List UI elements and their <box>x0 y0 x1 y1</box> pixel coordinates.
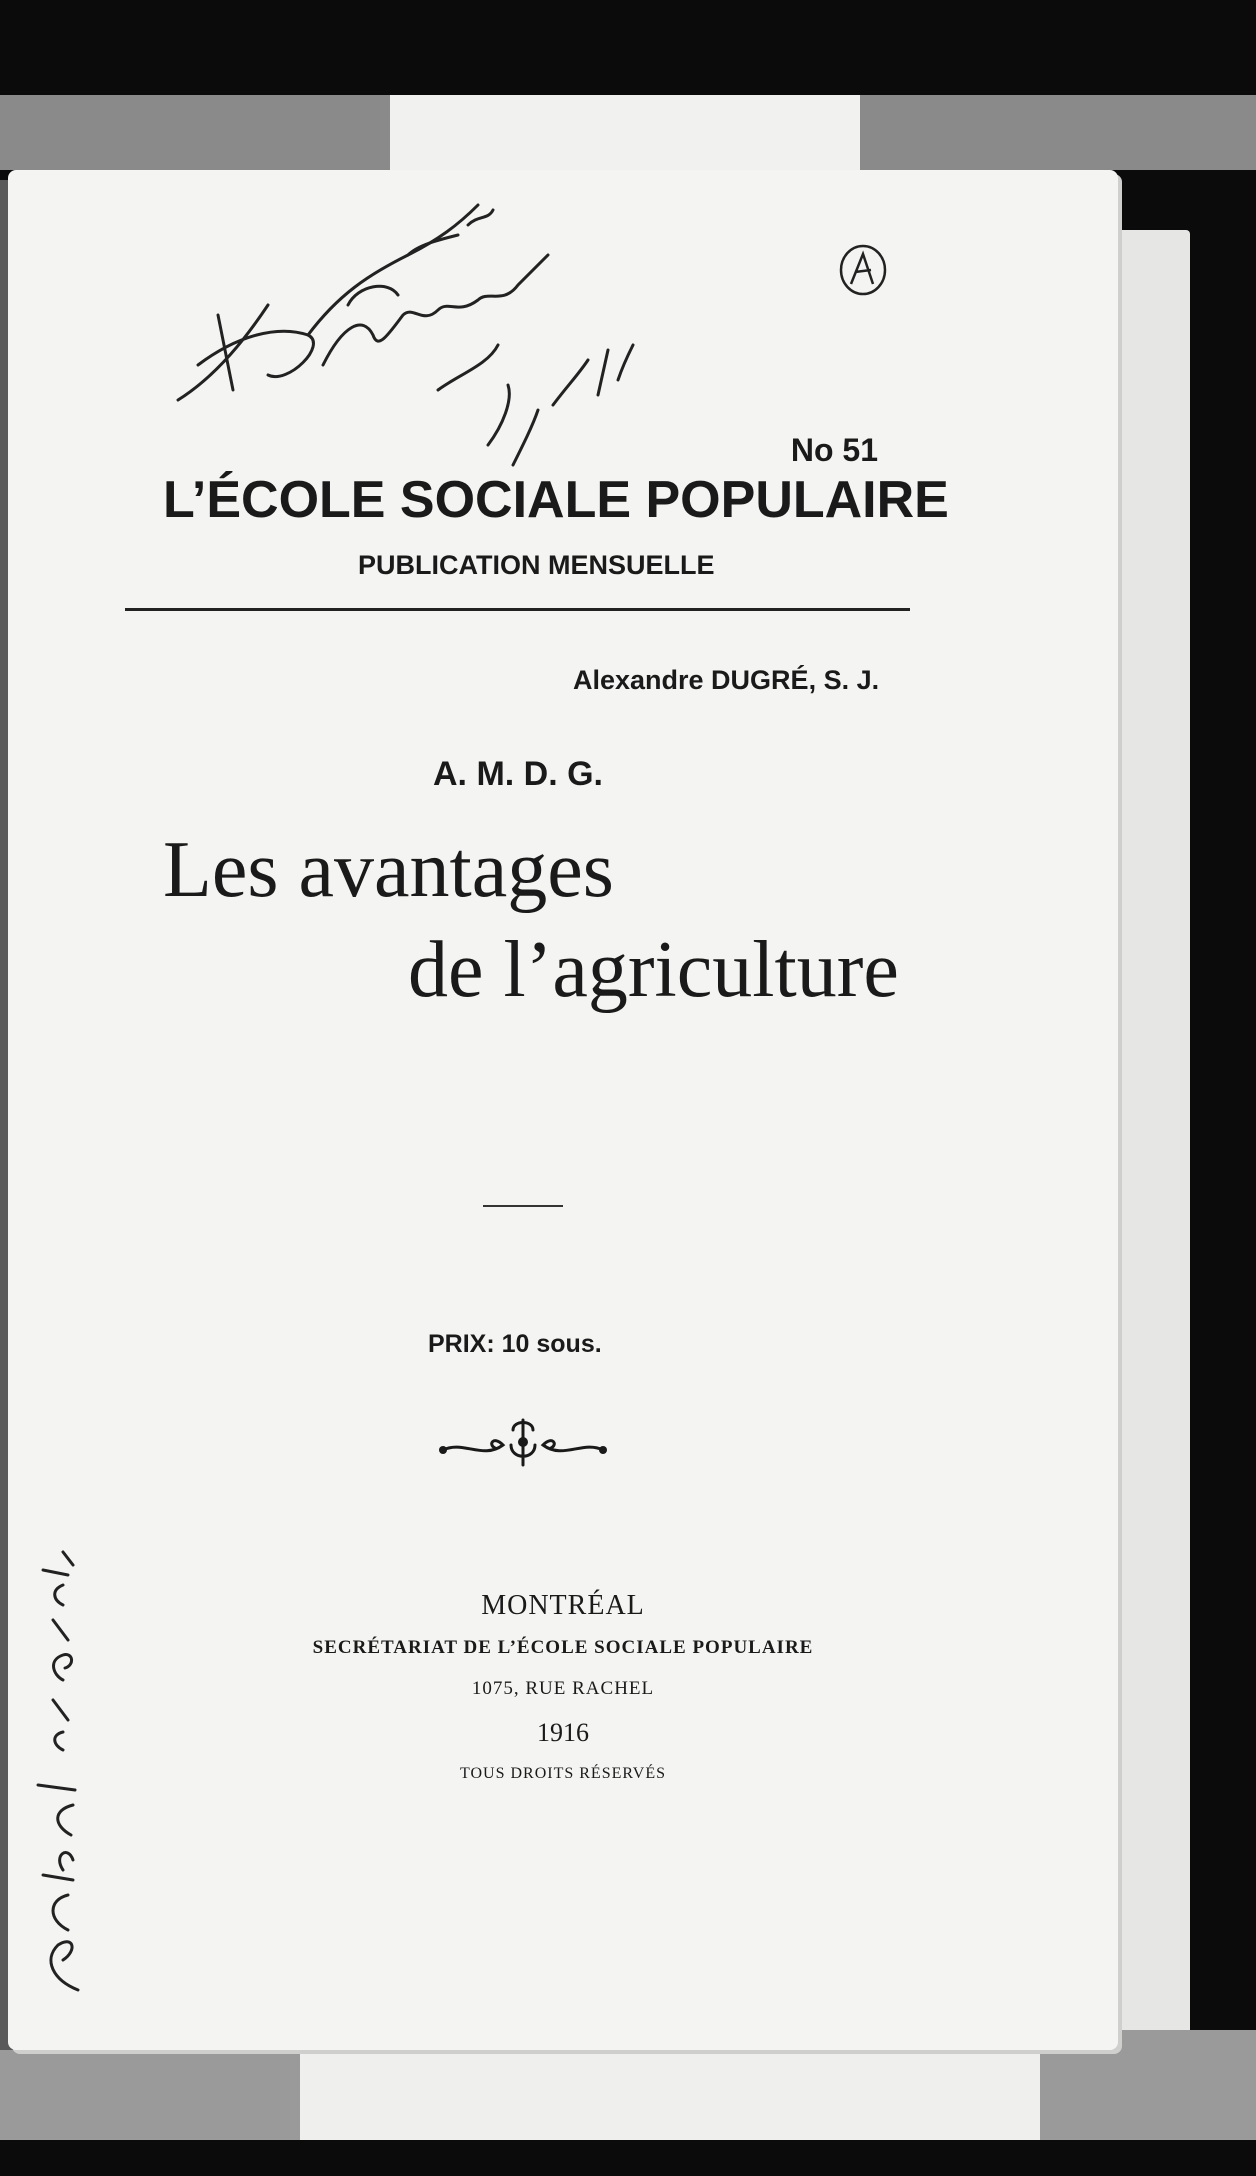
handwritten-side-note <box>23 1550 93 2010</box>
motto: A. M. D. G. <box>433 755 603 793</box>
background-sheet-bottom <box>300 2040 1040 2140</box>
imprint-year: 1916 <box>537 1718 589 1747</box>
publication-subtitle: PUBLICATION MENSUELLE <box>358 550 715 580</box>
school-title: L’ÉCOLE SOCIALE POPULAIRE <box>163 471 949 529</box>
imprint-rights: TOUS DROITS RÉSERVÉS <box>459 1765 666 1782</box>
author-name: Alexandre DUGRÉ, S. J. <box>573 665 880 695</box>
title-divider <box>483 1205 563 1207</box>
imprint-address: 1075, RUE RACHEL <box>471 1678 655 1699</box>
handwritten-signature <box>158 185 698 485</box>
title-line-1: Les avantages <box>163 826 614 914</box>
issue-number: No 51 <box>790 432 878 468</box>
imprint-city: MONTRÉAL <box>481 1590 645 1621</box>
circled-letter-mark <box>833 240 893 300</box>
title-line-2: de l’agriculture <box>408 926 899 1014</box>
imprint-publisher: SECRÉTARIAT DE L’ÉCOLE SOCIALE POPULAIRE <box>312 1637 814 1658</box>
ornament-flourish-icon <box>433 1410 613 1470</box>
price-label: PRIX: 10 sous. <box>428 1330 602 1358</box>
background-sheet-top <box>390 95 860 175</box>
cover-page <box>8 170 1118 2050</box>
header-divider <box>125 608 910 611</box>
